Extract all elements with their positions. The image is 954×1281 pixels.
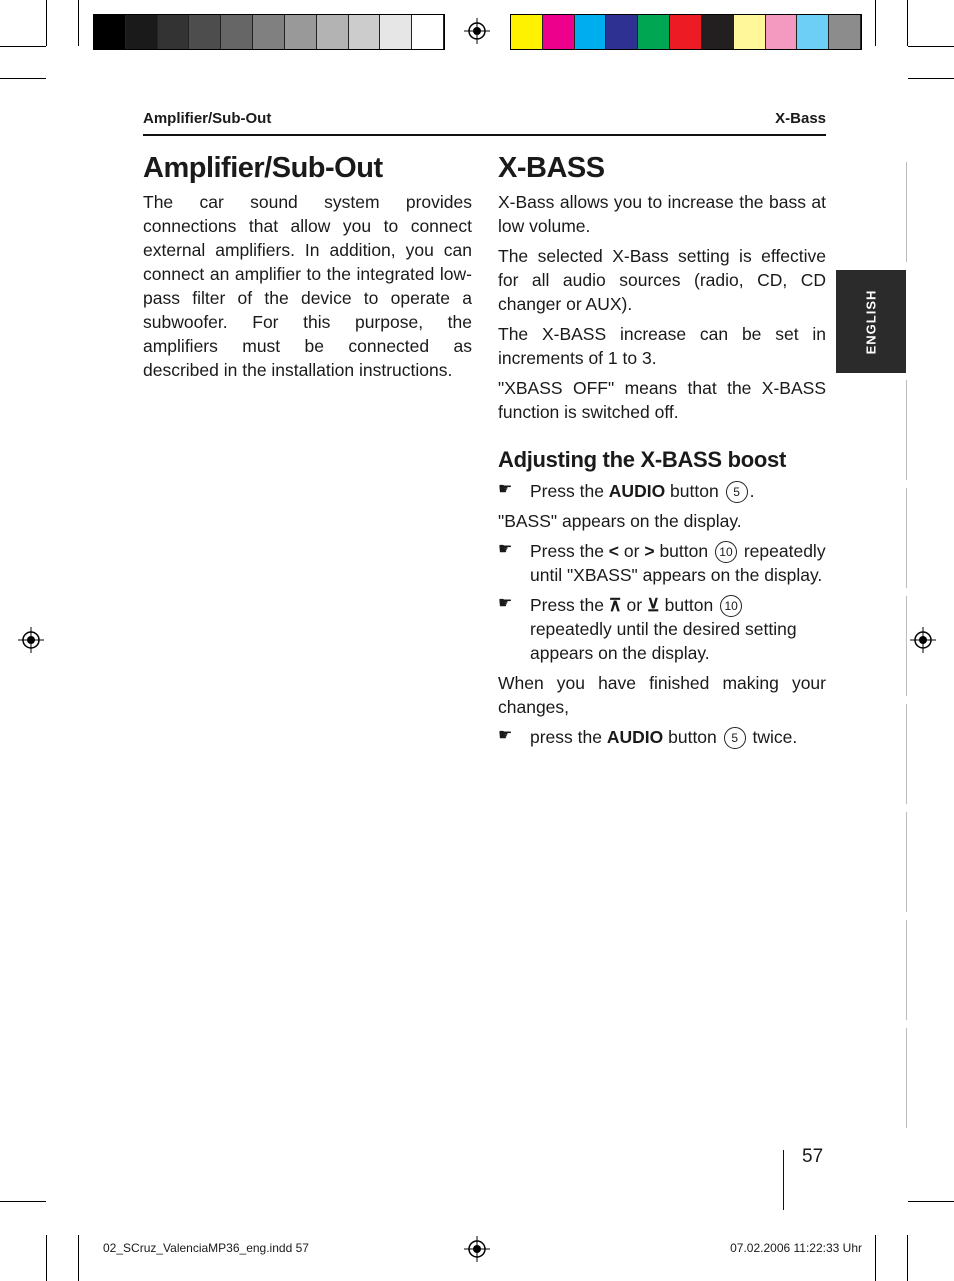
color-swatch bbox=[412, 15, 444, 49]
color-swatch bbox=[543, 15, 575, 49]
thumb-index-line bbox=[906, 704, 907, 804]
thumb-index-line bbox=[906, 1028, 907, 1128]
thumb-index-line bbox=[906, 488, 907, 588]
display-message-text: "BASS" appears on the display. bbox=[498, 511, 742, 531]
pointing-hand-icon: ☛ bbox=[498, 541, 513, 558]
crop-mark bbox=[46, 0, 47, 46]
crop-mark bbox=[908, 1201, 954, 1202]
up-arrow-icon: ⊼ bbox=[608, 595, 622, 615]
registration-mark-icon bbox=[464, 18, 490, 44]
button-number-badge: 10 bbox=[720, 595, 742, 617]
crop-mark bbox=[46, 1235, 47, 1281]
crop-mark bbox=[908, 78, 954, 79]
header-rule bbox=[143, 134, 826, 136]
amplifier-body-text: The car sound system provides connections that allow you to connect external amplifiers. In addition, you can connect an amplifier to the integrated low-pass filter of the device to operate a subwoofer. For this purpose, the amplifiers must be connected as described in the installation instructions. bbox=[143, 192, 472, 380]
crop-mark bbox=[875, 0, 876, 46]
registration-mark-icon bbox=[910, 627, 936, 653]
right-arrow-icon: > bbox=[644, 541, 655, 561]
color-swatch bbox=[158, 15, 190, 49]
color-swatch bbox=[575, 15, 607, 49]
color-swatch bbox=[511, 15, 543, 49]
language-tab: ENGLISH bbox=[836, 270, 906, 373]
process-color-bar bbox=[510, 14, 862, 50]
thumb-index-line bbox=[906, 162, 907, 262]
button-number-badge: 5 bbox=[726, 481, 748, 503]
color-swatch bbox=[253, 15, 285, 49]
thumb-index-line bbox=[906, 380, 907, 480]
page-number-rule bbox=[783, 1150, 784, 1210]
thumb-index-line bbox=[906, 920, 907, 1020]
color-swatch bbox=[189, 15, 221, 49]
xbass-paragraph: The selected X-Bass setting is effective for all audio sources (radio, CD, CD changer or AUX). bbox=[498, 246, 826, 314]
closing-paragraph: When you have finished making your changes, bbox=[498, 673, 826, 717]
color-swatch bbox=[766, 15, 798, 49]
registration-mark-icon bbox=[464, 1236, 490, 1262]
color-swatch bbox=[126, 15, 158, 49]
color-swatch bbox=[380, 15, 412, 49]
pointing-hand-icon: ☛ bbox=[498, 595, 513, 612]
color-swatch bbox=[221, 15, 253, 49]
color-swatch bbox=[285, 15, 317, 49]
section-title-xbass: X-BASS bbox=[498, 152, 605, 184]
crop-mark bbox=[875, 1235, 876, 1281]
crop-mark bbox=[907, 0, 908, 46]
thumb-index-line bbox=[906, 596, 907, 696]
xbass-paragraph: "XBASS OFF" means that the X-BASS function is switched off. bbox=[498, 378, 826, 422]
crop-mark bbox=[908, 46, 954, 47]
button-number-badge: 10 bbox=[715, 541, 737, 563]
section-title-amplifier: Amplifier/Sub-Out bbox=[143, 152, 383, 184]
button-number-badge: 5 bbox=[724, 727, 746, 749]
pointing-hand-icon: ☛ bbox=[498, 727, 513, 744]
pointing-hand-icon: ☛ bbox=[498, 481, 513, 498]
color-swatch bbox=[670, 15, 702, 49]
color-swatch bbox=[797, 15, 829, 49]
footer-timestamp: 07.02.2006 11:22:33 Uhr bbox=[730, 1241, 862, 1255]
subsection-title: Adjusting the X-BASS boost bbox=[498, 447, 786, 472]
page-number: 57 bbox=[802, 1146, 824, 1167]
color-swatch bbox=[829, 15, 861, 49]
thumb-index-line bbox=[906, 812, 907, 912]
xbass-paragraph: X-Bass allows you to increase the bass at low volume. bbox=[498, 192, 826, 236]
color-swatch bbox=[606, 15, 638, 49]
down-arrow-icon: ⊻ bbox=[646, 595, 660, 615]
color-swatch bbox=[702, 15, 734, 49]
xbass-paragraph: The X-BASS increase can be set in increments of 1 to 3. bbox=[498, 324, 826, 368]
crop-mark bbox=[0, 78, 46, 79]
registration-mark-icon bbox=[18, 627, 44, 653]
crop-mark bbox=[78, 0, 79, 46]
crop-mark bbox=[0, 1201, 46, 1202]
color-swatch bbox=[734, 15, 766, 49]
left-arrow-icon: < bbox=[608, 541, 620, 561]
crop-mark bbox=[78, 1235, 79, 1281]
color-swatch bbox=[638, 15, 670, 49]
gray-color-bar bbox=[93, 14, 445, 50]
footer-file-info: 02_SCruz_ValenciaMP36_eng.indd 57 bbox=[103, 1241, 309, 1255]
color-swatch bbox=[94, 15, 126, 49]
crop-mark bbox=[0, 46, 46, 47]
color-swatch bbox=[349, 15, 381, 49]
running-header-left: Amplifier/Sub-Out bbox=[143, 110, 272, 127]
color-swatch bbox=[317, 15, 349, 49]
crop-mark bbox=[907, 1235, 908, 1281]
running-header-right: X-Bass bbox=[775, 110, 826, 127]
